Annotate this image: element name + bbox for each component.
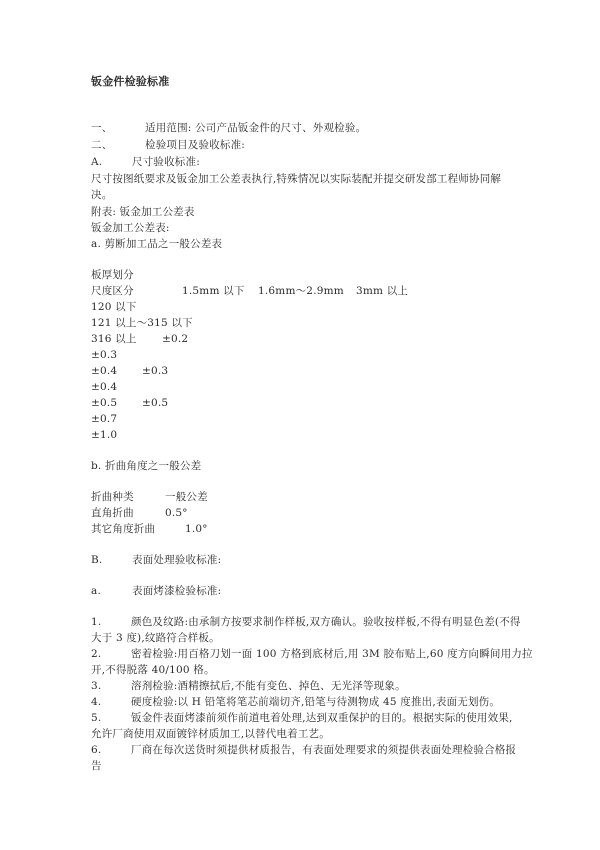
right-angle-value: 0.5° [165, 507, 188, 519]
table-value: ±1.0 [91, 429, 118, 441]
other-angle-label: 其它角度折曲 [91, 523, 156, 535]
table-value: ±0.5 [91, 397, 118, 409]
row-2-label: 121 以上～315 以下 [91, 317, 193, 329]
item-line: 密着检验:用百格刀划一面 100 方格到底材后,用 3M 胶布贴上,60 度方向瞬间用力拉 [131, 648, 533, 660]
item-line: 开,不得脱落 40/100 格。 [91, 664, 215, 676]
col-1-header: 1.5mm 以下 [182, 285, 245, 297]
col-3-header: 3mm 以上 [356, 285, 409, 297]
size-header: 尺度区分 [91, 285, 134, 297]
bend-tolerance-header: 一般公差 [165, 491, 208, 503]
table-value: ±0.5 [142, 397, 169, 409]
part-a-body-line1: 尺寸按图纸要求及钣金加工公差表执行,特殊情况以实际装配并提交研发部工程师协同解 [91, 173, 502, 185]
section-1-number: 一、 [91, 122, 113, 134]
part-b-text: 表面处理验收标准: [132, 554, 222, 566]
part-a-text: 尺寸验收标准: [132, 156, 200, 168]
section-1-text: 适用范围: 公司产品钣金件的尺寸、外观检验。 [145, 122, 367, 134]
section-2-number: 二、 [91, 139, 113, 151]
item-line: 溶剂检验:酒精擦拭后,不能有变色、掉色、无光泽等现象。 [131, 680, 406, 692]
sub-b-heading: b. 折曲角度之一般公差 [91, 460, 202, 472]
thickness-header: 板厚划分 [91, 269, 134, 281]
right-angle-label: 直角折曲 [91, 507, 134, 519]
part-b-label: B. [91, 554, 103, 566]
item-line: 允许厂商使用双面镀锌材质加工,以替代电着工艺。 [91, 728, 330, 740]
other-angle-value: 1.0° [185, 523, 208, 535]
item-number: 2. [91, 648, 102, 660]
row-3-value: ±0.2 [162, 333, 189, 345]
table-value: ±0.4 [91, 381, 118, 393]
bend-type-header: 折曲种类 [91, 491, 134, 503]
item-number: 3. [91, 680, 102, 692]
col-2-header: 1.6mm～2.9mm [258, 285, 344, 297]
part-a-label: A. [91, 156, 103, 168]
item-line: 厂商在每次送货时须提供材质报告，有表面处理要求的须提供表面处理检验合格报 [131, 744, 517, 756]
part-a-body-line2: 决。 [91, 189, 113, 201]
attachment-note: 附表: 钣金加工公差表 [91, 206, 195, 218]
table-value: ±0.4 [91, 365, 118, 377]
item-number: 4. [91, 696, 102, 708]
item-number: 1. [91, 616, 102, 628]
item-number: 6. [91, 744, 102, 756]
row-1-label: 120 以下 [91, 301, 137, 313]
table-value: ±0.7 [91, 413, 118, 425]
item-number: 5. [91, 712, 102, 724]
row-3-label: 316 以上 [91, 333, 137, 345]
table-value: ±0.3 [91, 349, 118, 361]
item-line: 硬度检验:以 H 铅笔将笔芯前端切齐,铅笔与待测物成 45 度推出,表面无划伤。 [131, 696, 501, 708]
paint-sub-text: 表面烤漆检验标准: [132, 585, 222, 597]
paint-sub-label: a. [91, 585, 101, 597]
item-line: 钣金件表面烤漆前须作前道电着处理,达到双重保护的目的。根据实际的使用效果, [131, 712, 513, 724]
item-line: 大于 3 度),纹路符合样板。 [91, 632, 220, 644]
sub-a-heading: a. 剪断加工品之一般公差表 [91, 238, 223, 250]
item-line: 告 [91, 760, 102, 772]
table-value: ±0.3 [142, 365, 169, 377]
document-title: 钣金件检验标准 [91, 75, 170, 88]
section-2-text: 检验项目及验收标准: [145, 139, 246, 151]
item-line: 颜色及纹路:由承制方按要求制作样板,双方确认。验收按样板,不得有明显色差(不得 [131, 616, 521, 628]
tolerance-table-title: 钣金加工公差表: [91, 222, 170, 234]
